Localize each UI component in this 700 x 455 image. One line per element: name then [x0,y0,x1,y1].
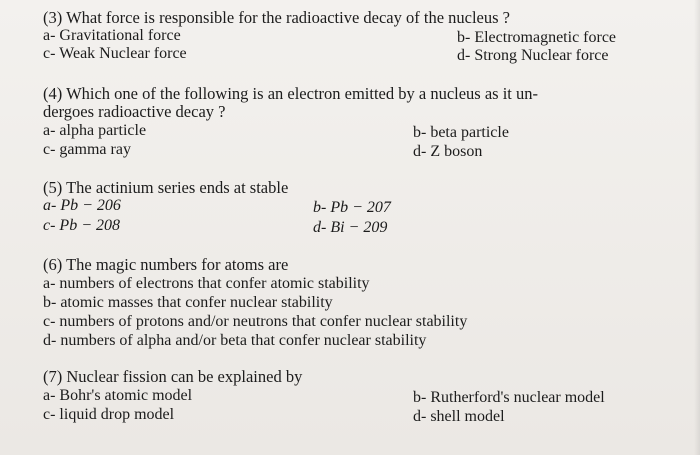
question-4-option-d: d- Z boson [413,143,483,160]
question-6-option-d: d- numbers of alpha and/or beta that confer nuclear stability [43,332,427,349]
question-5-option-b: b- Pb − 207 [313,199,391,216]
question-5-option-a: a- Pb − 206 [43,197,121,214]
question-4-text-line1: (4) Which one of the following is an electron emitted by a nucleus as it un- [43,84,539,103]
question-4-option-c: c- gamma ray [43,141,131,158]
question-7-text: (7) Nuclear fission can be explained by [43,367,303,386]
question-4-option-a: a- alpha particle [43,122,147,139]
question-6-option-a: a- numbers of electrons that confer atomic stability [43,275,370,292]
question-6-text: (6) The magic numbers for atoms are [43,255,289,274]
question-4-text-line2: dergoes radioactive decay ? [43,102,226,121]
question-7-option-d: d- shell model [413,408,505,425]
question-7-option-c: c- liquid drop model [43,406,175,423]
question-4-option-b: b- beta particle [413,124,509,141]
page-edge-shadow [694,0,700,455]
question-7-option-b: b- Rutherford's nuclear model [413,389,605,406]
question-3-option-d: d- Strong Nuclear force [457,47,609,64]
question-5-option-d: d- Bi − 209 [313,219,388,236]
question-3-option-a: a- Gravitational force [43,27,181,44]
question-3-text: (3) What force is responsible for the radioactive decay of the nucleus ? [43,8,511,27]
question-3-option-c: c- Weak Nuclear force [43,45,187,62]
question-5-text: (5) The actinium series ends at stable [43,178,289,197]
question-5-option-c: c- Pb − 208 [43,217,120,234]
question-3-option-b: b- Electromagnetic force [457,29,617,46]
question-6-option-b: b- atomic masses that confer nuclear stability [43,294,333,311]
question-7-option-a: a- Bohr's atomic model [43,387,193,404]
question-6-option-c: c- numbers of protons and/or neutrons that confer nuclear stability [43,313,468,330]
